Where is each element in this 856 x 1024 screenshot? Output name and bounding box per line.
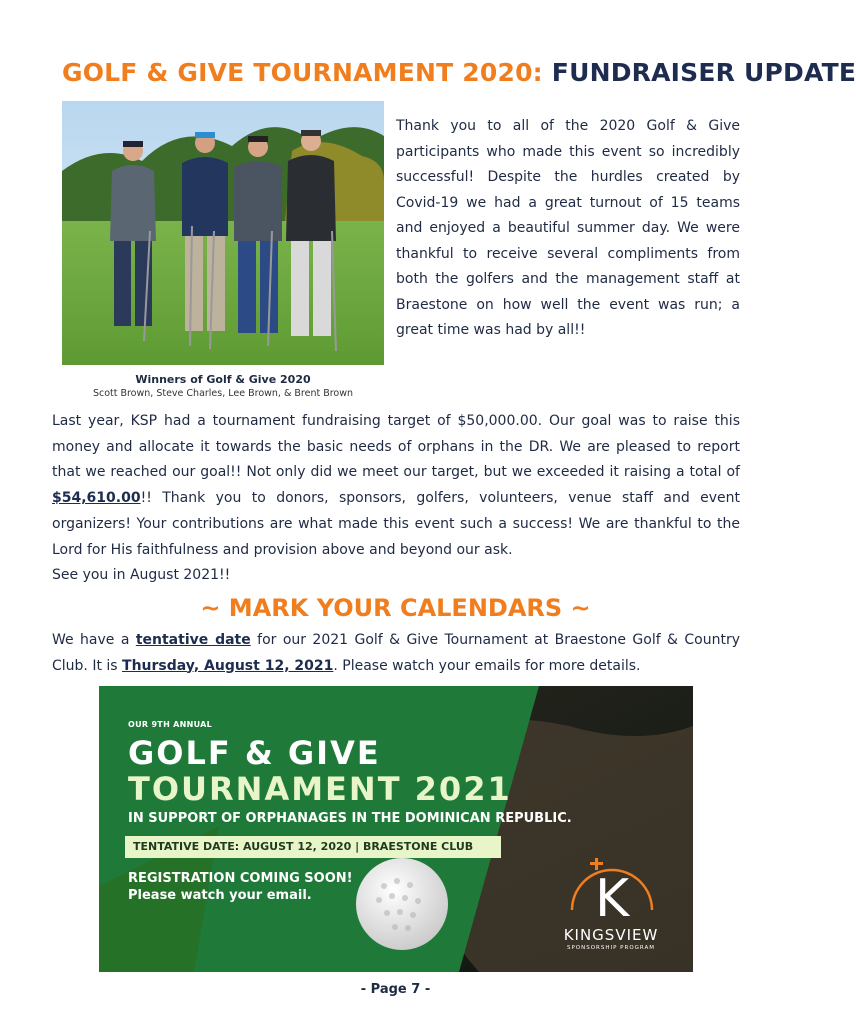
intro-paragraph: Thank you to all of the 2020 Golf & Give participants who made this event so incredibly successful! Despite the hurdles created by Covid-19 we had a great turnout of 15 teams and enjoyed a beautiful summer day. We were thankful to receive several compliments from both the golfers and the management staff at Braestone on how well the event was run; a great time was had by all!! bbox=[396, 118, 740, 338]
caption-title: Winners of Golf & Give 2020 bbox=[135, 373, 311, 386]
banner-program: SPONSORSHIP PROGRAM bbox=[566, 945, 656, 951]
results-paragraph bbox=[52, 409, 740, 589]
calendar-paragraph bbox=[52, 628, 740, 679]
banner-title-line-1: GOLF & GIVE bbox=[128, 734, 381, 772]
calendar-text-2: for our 2021 Golf & Give Tournament at Braestone Golf & Country Club. It is bbox=[52, 632, 741, 674]
results-closing: See you in August 2021!! bbox=[52, 567, 231, 584]
tentative-date-label: tentative date bbox=[135, 632, 251, 648]
banner-brand: KINGSVIEW bbox=[563, 926, 659, 944]
page-number: - Page 7 - bbox=[360, 982, 431, 997]
title-navy: FUNDRAISER UPDATE bbox=[551, 58, 856, 87]
total-raised-amount: $54,610.00 bbox=[52, 490, 141, 507]
banner-watch-email: Please watch your email. bbox=[128, 888, 312, 903]
banner-subtitle: IN SUPPORT OF ORPHANAGES IN THE DOMINICAN REPUBLIC. bbox=[128, 811, 572, 826]
event-date: Thursday, August 12, 2021 bbox=[122, 657, 334, 674]
page-title bbox=[62, 58, 856, 87]
tournament-banner bbox=[99, 686, 693, 972]
photo-caption bbox=[62, 372, 384, 401]
title-orange: GOLF & GIVE TOURNAMENT 2020: bbox=[62, 58, 543, 87]
mark-calendars-heading: ~ MARK YOUR CALENDARS ~ bbox=[200, 594, 591, 622]
winners-photo bbox=[62, 101, 384, 365]
banner-annual-label: OUR 9TH ANNUAL bbox=[128, 720, 213, 729]
banner-date-bar: TENTATIVE DATE: AUGUST 12, 2020 | BRAESTONE CLUB bbox=[125, 836, 501, 858]
results-text-after: !! Thank you to donors, sponsors, golfers, volunteers, venue staff and event organizers! Your contributions are what made this event such a success! We are thankful to the Lord for His faithfulness and provision above and beyond our ask. bbox=[52, 490, 740, 558]
banner-title-line-2: TOURNAMENT 2021 bbox=[128, 770, 512, 808]
calendar-text-3: . Please watch your emails for more details. bbox=[333, 657, 641, 674]
calendar-text-1: We have a bbox=[52, 632, 136, 648]
logo-letter: K bbox=[594, 869, 630, 929]
results-text-before: Last year, KSP had a tournament fundraising target of $50,000.00. Our goal was to raise this money and allocate it towards the basic needs of orphans in the DR. We are pleased to report that we reached our goal!! Not only did we meet our target, but we exceeded it raising a total of bbox=[52, 413, 740, 481]
banner-registration: REGISTRATION COMING SOON! bbox=[128, 871, 353, 886]
caption-names: Scott Brown, Steve Charles, Lee Brown, & Brent Brown bbox=[92, 388, 354, 399]
